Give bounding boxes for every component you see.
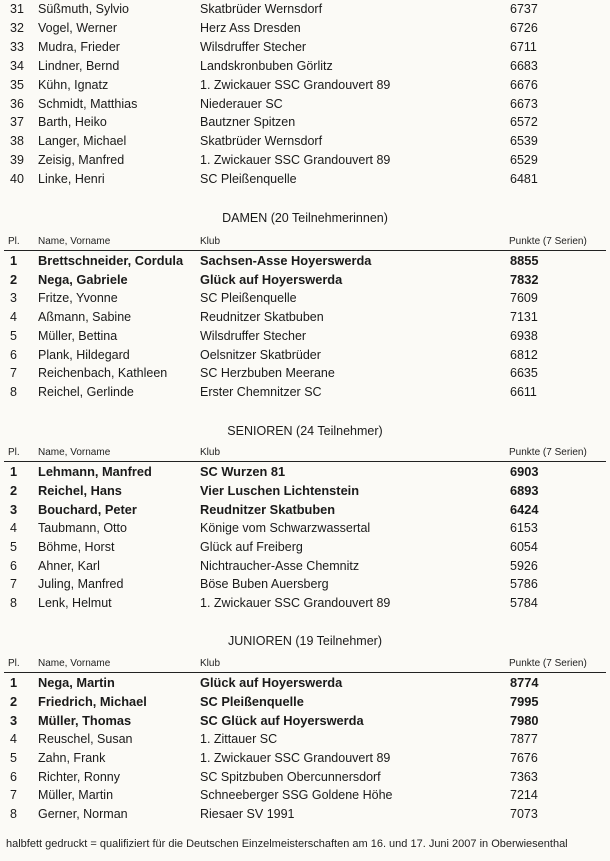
points-cell: 6572	[510, 115, 538, 130]
points-cell: 6054	[510, 539, 538, 554]
name-cell: Juling, Manfred	[38, 577, 124, 592]
table-row	[0, 132, 610, 151]
name-cell: Reichel, Gerlinde	[38, 385, 134, 400]
place-cell: 7	[10, 577, 17, 592]
table-row	[0, 327, 610, 346]
table-row	[0, 113, 610, 132]
table-row	[0, 805, 610, 824]
name-cell: Nega, Martin	[38, 675, 115, 690]
place-cell: 1	[10, 675, 18, 690]
name-cell: Süßmuth, Sylvio	[38, 2, 130, 16]
club-cell: Glück auf Freiberg	[200, 539, 303, 554]
name-cell: Reuschel, Susan	[38, 731, 133, 746]
table-row	[0, 38, 610, 57]
place-cell: 40	[10, 172, 24, 187]
points-cell: 6539	[510, 134, 538, 149]
points-cell: 5926	[510, 558, 538, 573]
table-row	[0, 270, 610, 289]
name-cell: Ahner, Karl	[38, 558, 100, 573]
club-cell: Glück auf Hoyerswerda	[200, 271, 343, 287]
points-cell: 6635	[510, 366, 538, 381]
name-cell: Langer, Michael	[38, 134, 127, 149]
place-cell: 7	[10, 788, 17, 803]
table-row	[0, 481, 610, 500]
header-club: Klub	[200, 658, 221, 669]
place-cell: 5	[10, 328, 17, 343]
points-cell: 7995	[510, 693, 539, 709]
name-cell: Böhme, Horst	[38, 539, 115, 554]
table-row	[0, 711, 610, 730]
points-cell: 6611	[510, 385, 537, 400]
name-cell: Müller, Bettina	[38, 328, 118, 343]
place-cell: 4	[10, 731, 17, 746]
table-row	[0, 346, 610, 365]
place-cell: 6	[10, 558, 17, 573]
name-cell: Friedrich, Michael	[38, 693, 147, 709]
name-cell: Lehmann, Manfred	[38, 464, 152, 479]
section-title: JUNIOREN (19 Teilnehmer)	[228, 634, 382, 648]
place-cell: 32	[10, 20, 24, 35]
table-row	[0, 594, 610, 613]
name-cell: Vogel, Werner	[38, 20, 117, 35]
club-cell: Wilsdruffer Stecher	[200, 328, 307, 343]
name-cell: Taubmann, Otto	[38, 520, 127, 535]
header-name: Name, Vorname	[38, 658, 111, 669]
place-cell: 1	[10, 464, 18, 479]
table-row	[0, 289, 610, 308]
place-cell: 39	[10, 153, 24, 168]
club-cell: Skatbrüder Wernsdorf	[200, 134, 323, 149]
club-cell: Sachsen-Asse Hoyerswerda	[200, 253, 372, 268]
table-row	[0, 462, 610, 481]
club-cell: SC Pleißenquelle	[200, 290, 297, 305]
place-cell: 38	[10, 134, 24, 149]
points-cell: 7363	[510, 769, 538, 784]
place-cell: 2	[10, 693, 18, 709]
club-cell: SC Pleißenquelle	[200, 172, 297, 187]
points-cell: 6676	[510, 77, 538, 92]
place-cell: 36	[10, 96, 24, 111]
place-cell: 5	[10, 750, 17, 765]
name-cell: Fritze, Yvonne	[38, 290, 118, 305]
place-cell: 6	[10, 347, 17, 362]
place-cell: 3	[10, 712, 18, 728]
header-place: Pl.	[8, 236, 20, 247]
club-cell: Böse Buben Auersberg	[200, 577, 329, 592]
club-cell: Glück auf Hoyerswerda	[200, 675, 343, 690]
table-row	[0, 692, 610, 711]
name-cell: Lindner, Bernd	[38, 58, 120, 73]
place-cell: 7	[10, 366, 17, 381]
header-club: Klub	[200, 236, 221, 247]
place-cell: 2	[10, 271, 18, 287]
table-row	[0, 383, 610, 402]
club-cell: SC Spitzbuben Obercunnersdorf	[200, 769, 381, 784]
points-cell: 7073	[510, 807, 538, 822]
club-cell: 1. Zwickauer SSC Grandouvert 89	[200, 153, 391, 168]
table-row	[0, 786, 610, 805]
name-cell: Müller, Martin	[38, 788, 114, 803]
points-cell: 6737	[510, 2, 538, 16]
place-cell: 2	[10, 482, 18, 498]
table-row	[0, 500, 610, 519]
points-cell: 6711	[510, 39, 537, 54]
name-cell: Reichel, Hans	[38, 482, 122, 498]
name-cell: Aßmann, Sabine	[38, 309, 132, 324]
name-cell: Lenk, Helmut	[38, 596, 112, 611]
name-cell: Linke, Henri	[38, 172, 105, 187]
table-row	[0, 557, 610, 576]
place-cell: 37	[10, 115, 24, 130]
name-cell: Zeisig, Manfred	[38, 153, 125, 168]
club-cell: 1. Zwickauer SSC Grandouvert 89	[200, 77, 391, 92]
club-cell: Herz Ass Dresden	[200, 20, 301, 35]
points-cell: 7131	[510, 309, 538, 324]
table-row	[0, 575, 610, 594]
table-row	[0, 76, 610, 95]
header-club: Klub	[200, 447, 221, 458]
points-cell: 6812	[510, 347, 538, 362]
header-name: Name, Vorname	[38, 236, 111, 247]
points-cell: 7832	[510, 271, 539, 287]
points-cell: 6529	[510, 153, 538, 168]
name-cell: Nega, Gabriele	[38, 271, 128, 287]
table-row	[0, 151, 610, 170]
table-row	[0, 19, 610, 38]
club-cell: 1. Zittauer SC	[200, 731, 278, 746]
points-cell: 6424	[510, 501, 539, 517]
place-cell: 4	[10, 309, 17, 324]
points-cell: 6938	[510, 328, 538, 343]
club-cell: 1. Zwickauer SSC Grandouvert 89	[200, 750, 391, 765]
place-cell: 8	[10, 807, 17, 822]
header-place: Pl.	[8, 658, 20, 669]
table-header	[0, 235, 610, 249]
place-cell: 34	[10, 58, 24, 73]
points-cell: 6481	[510, 172, 538, 187]
section-title: SENIOREN (24 Teilnehmer)	[227, 424, 383, 438]
place-cell: 8	[10, 385, 17, 400]
header-name: Name, Vorname	[38, 447, 111, 458]
club-cell: Niederauer SC	[200, 96, 283, 111]
table-row	[0, 95, 610, 114]
points-cell: 6893	[510, 482, 539, 498]
name-cell: Gerner, Norman	[38, 807, 128, 822]
name-cell: Bouchard, Peter	[38, 501, 137, 517]
table-row	[0, 57, 610, 76]
table-row	[0, 251, 610, 270]
points-cell: 7980	[510, 712, 539, 728]
points-cell: 7676	[510, 750, 538, 765]
club-cell: Nichtraucher-Asse Chemnitz	[200, 558, 360, 573]
name-cell: Barth, Heiko	[38, 115, 107, 130]
name-cell: Reichenbach, Kathleen	[38, 366, 168, 381]
table-row	[0, 519, 610, 538]
place-cell: 35	[10, 77, 24, 92]
place-cell: 8	[10, 596, 17, 611]
points-cell: 6683	[510, 58, 538, 73]
club-cell: Könige vom Schwarzwassertal	[200, 520, 371, 535]
name-cell: Müller, Thomas	[38, 712, 132, 728]
club-cell: Vier Luschen Lichtenstein	[200, 482, 360, 498]
club-cell: 1. Zwickauer SSC Grandouvert 89	[200, 596, 391, 611]
club-cell: Reudnitzer Skatbuben	[200, 501, 336, 517]
name-cell: Schmidt, Matthias	[38, 96, 138, 111]
club-cell: SC Glück auf Hoyerswerda	[200, 712, 364, 728]
points-cell: 5786	[510, 577, 538, 592]
points-cell: 7877	[510, 731, 538, 746]
header-place: Pl.	[8, 447, 20, 458]
place-cell: 1	[10, 253, 18, 268]
section-title: DAMEN (20 Teilnehmerinnen)	[222, 211, 388, 225]
header-points: Punkte (7 Serien)	[509, 236, 587, 247]
club-cell: SC Herzbuben Meerane	[200, 366, 335, 381]
place-cell: 31	[10, 2, 24, 16]
club-cell: Oelsnitzer Skatbrüder	[200, 347, 321, 362]
place-cell: 3	[10, 501, 18, 517]
name-cell: Plank, Hildegard	[38, 347, 130, 362]
header-points: Punkte (7 Serien)	[509, 447, 587, 458]
footnote: halbfett gedruckt = qualifiziert für die Deutschen Einzelmeisterschaften am 16. und 17. Juni 2007 in Oberwiesenthal	[6, 838, 568, 850]
table-row	[0, 730, 610, 749]
name-cell: Brettschneider, Cordula	[38, 253, 184, 268]
club-cell: Wilsdruffer Stecher	[200, 39, 307, 54]
name-cell: Zahn, Frank	[38, 750, 106, 765]
points-cell: 7609	[510, 290, 538, 305]
place-cell: 5	[10, 539, 17, 554]
table-row	[0, 170, 610, 189]
points-cell: 6153	[510, 520, 538, 535]
points-cell: 8855	[510, 253, 539, 268]
points-cell: 6673	[510, 96, 538, 111]
club-cell: SC Wurzen 81	[200, 464, 286, 479]
points-cell: 8774	[510, 675, 539, 690]
club-cell: Reudnitzer Skatbuben	[200, 309, 324, 324]
table-row	[0, 0, 610, 19]
table-row	[0, 538, 610, 557]
table-row	[0, 673, 610, 692]
table-header	[0, 657, 610, 671]
club-cell: Erster Chemnitzer SC	[200, 385, 322, 400]
place-cell: 4	[10, 520, 17, 535]
club-cell: Riesaer SV 1991	[200, 807, 295, 822]
club-cell: Landskronbuben Görlitz	[200, 58, 333, 73]
table-row	[0, 749, 610, 768]
club-cell: Bautzner Spitzen	[200, 115, 296, 130]
table-header	[0, 446, 610, 460]
header-points: Punkte (7 Serien)	[509, 658, 587, 669]
club-cell: Skatbrüder Wernsdorf	[200, 2, 323, 16]
points-cell: 5784	[510, 596, 538, 611]
points-cell: 7214	[510, 788, 538, 803]
name-cell: Richter, Ronny	[38, 769, 120, 784]
name-cell: Mudra, Frieder	[38, 39, 120, 54]
points-cell: 6903	[510, 464, 539, 479]
place-cell: 33	[10, 39, 24, 54]
table-row	[0, 308, 610, 327]
place-cell: 3	[10, 290, 17, 305]
table-row	[0, 364, 610, 383]
club-cell: SC Pleißenquelle	[200, 693, 304, 709]
points-cell: 6726	[510, 20, 538, 35]
club-cell: Schneeberger SSG Goldene Höhe	[200, 788, 393, 803]
place-cell: 6	[10, 769, 17, 784]
table-row	[0, 768, 610, 787]
name-cell: Kühn, Ignatz	[38, 77, 109, 92]
